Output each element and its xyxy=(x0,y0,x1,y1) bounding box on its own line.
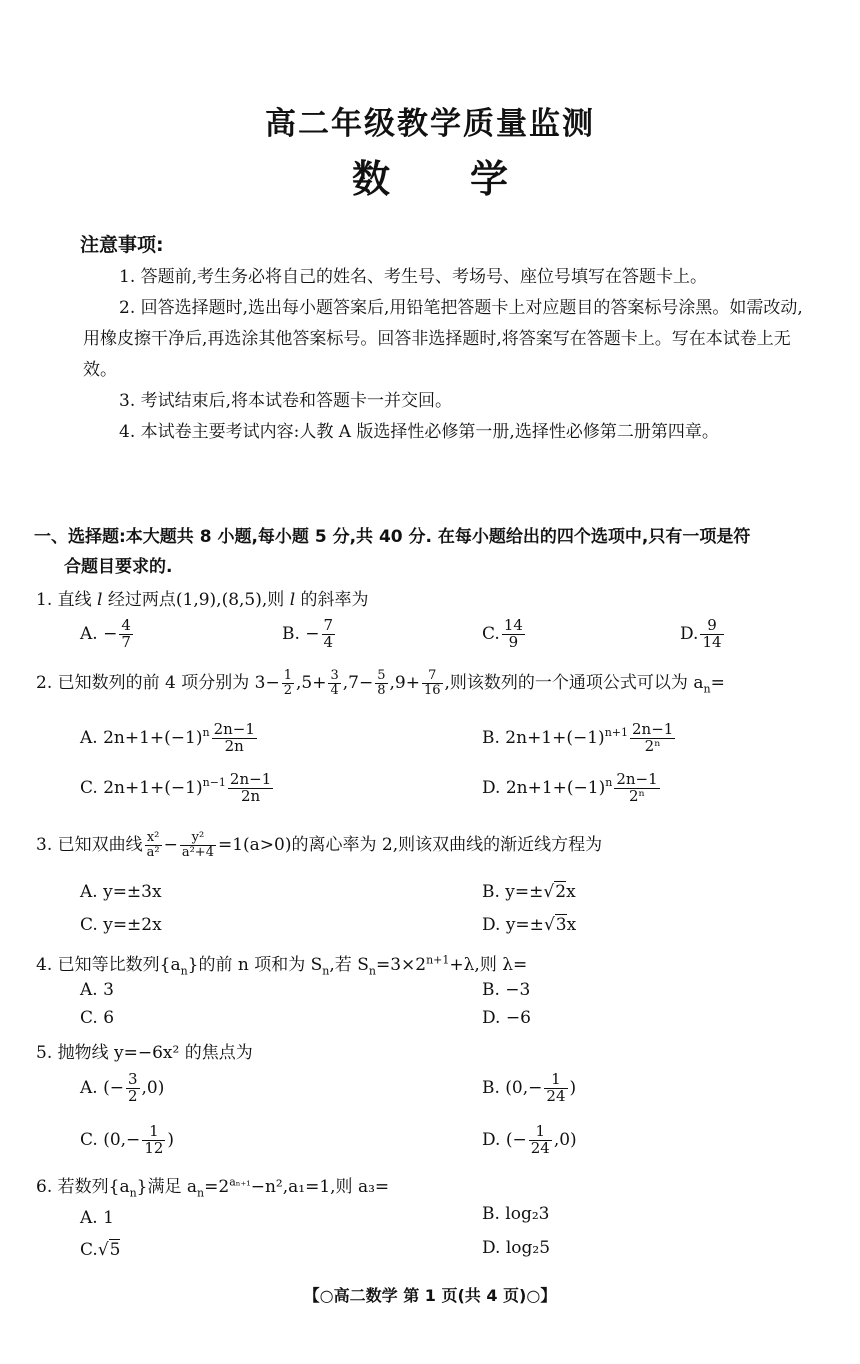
q1-option-a[interactable] xyxy=(80,618,135,651)
fraction xyxy=(180,831,216,859)
q6-stem-a: 6. 若数列{a xyxy=(36,1177,130,1197)
fraction xyxy=(630,722,675,755)
opt-post: ) xyxy=(167,1129,175,1150)
num: 5 xyxy=(377,668,386,684)
fraction xyxy=(119,618,133,651)
question-4 xyxy=(36,950,527,977)
q1-stem-c: 的斜率为 xyxy=(295,590,369,610)
exp: n−1 xyxy=(202,776,226,790)
opt-post: ,0) xyxy=(553,1129,577,1150)
q6-stem-c: =2 xyxy=(204,1177,230,1197)
den: 2ⁿ xyxy=(644,736,661,755)
q3-option-a[interactable]: A. y=±3x xyxy=(80,882,162,902)
num: 1 xyxy=(142,1124,165,1141)
question-3 xyxy=(36,830,602,860)
notice-list xyxy=(83,262,813,448)
den: 4 xyxy=(330,683,339,698)
fraction xyxy=(375,669,387,697)
fraction xyxy=(145,831,162,859)
section-line-1: 一、选择题:本大题共 8 小题,每小题 5 分,共 40 分. 在每小题给出的四个选项中,只有一项是符 xyxy=(34,527,751,547)
q1-stem-b: 经过两点(1,9),(8,5),则 xyxy=(102,590,290,610)
q4-option-b[interactable]: B. −3 xyxy=(482,980,531,1000)
num: 1 xyxy=(283,668,292,684)
q1-var-2: l xyxy=(289,590,296,610)
den: 9 xyxy=(508,632,519,651)
opt-label: B. 2n+1+(−1) xyxy=(482,727,605,748)
notice-item-1: 1. 答题前,考生务必将自己的姓名、考生号、考场号、座位号填写在答题卡上。 xyxy=(119,267,708,287)
num: 7 xyxy=(323,616,334,634)
fraction xyxy=(529,1124,552,1157)
q3-minus: − xyxy=(163,835,178,855)
den: 2ⁿ xyxy=(628,786,646,805)
exp: n+1 xyxy=(604,726,629,740)
fraction xyxy=(142,1124,165,1157)
opt-label: A. 2n+1+(−1) xyxy=(80,727,203,748)
num: 2n−1 xyxy=(213,720,255,738)
q2-option-d[interactable] xyxy=(482,772,662,805)
q4-option-a[interactable]: A. 3 xyxy=(80,980,114,1000)
sub: n xyxy=(368,964,376,978)
question-1 xyxy=(36,585,369,610)
q5-option-c[interactable] xyxy=(80,1124,174,1157)
fraction xyxy=(422,669,443,697)
num: y² xyxy=(180,831,216,846)
opt-label: B. − xyxy=(282,623,320,644)
exp: n xyxy=(605,776,613,790)
opt-post: x xyxy=(566,882,576,902)
q2-sep: ,5+ xyxy=(296,673,327,693)
opt-label: D. xyxy=(680,623,699,644)
q5-option-b[interactable] xyxy=(482,1072,576,1105)
sub: n xyxy=(180,964,188,978)
den: 16 xyxy=(423,683,441,698)
opt-label: A. − xyxy=(80,623,118,644)
num: 2n−1 xyxy=(616,770,658,788)
q1-option-d[interactable] xyxy=(680,618,726,651)
q4-stem-c: ,若 S xyxy=(329,955,369,975)
num: 1 xyxy=(529,1124,552,1141)
q2-sep: ,7− xyxy=(342,673,374,693)
page-footer: 【○高二数学 第 1 页(共 4 页)○】 xyxy=(303,1286,557,1305)
opt-post: x xyxy=(566,915,577,935)
q2-stem-a: 2. 已知数列的前 4 项分别为 3− xyxy=(36,673,280,693)
opt-label: C. xyxy=(80,1240,98,1260)
num: 2n−1 xyxy=(632,720,674,738)
notice-item-3: 3. 考试结束后,将本试卷和答题卡一并交回。 xyxy=(119,391,453,411)
fraction xyxy=(502,618,525,651)
den: 7 xyxy=(121,632,131,651)
q6-option-b[interactable]: B. log₂3 xyxy=(482,1204,550,1224)
q4-stem-e: +λ,则 λ= xyxy=(449,955,528,975)
section-heading xyxy=(34,522,849,582)
question-5: 5. 抛物线 y=−6x² 的焦点为 xyxy=(36,1043,253,1063)
q5-option-d[interactable] xyxy=(482,1124,577,1157)
question-2 xyxy=(36,668,725,698)
opt-label: D. y=± xyxy=(482,915,544,935)
num: 4 xyxy=(121,616,131,634)
q3-stem-b: =1(a>0)的离心率为 2,则该双曲线的渐近线方程为 xyxy=(217,835,603,855)
den: a²+4 xyxy=(181,845,214,860)
num: 3 xyxy=(127,1070,138,1088)
num: 9 xyxy=(700,618,723,635)
den: a² xyxy=(146,845,160,860)
num: 2n−1 xyxy=(229,770,272,788)
q2-sub: n xyxy=(703,682,711,696)
q2-option-a[interactable] xyxy=(80,722,259,755)
opt-post: ) xyxy=(569,1077,577,1098)
den: 2 xyxy=(127,1086,138,1105)
notice-item-2: 2. 回答选择题时,选出每小题答案后,用铅笔把答题卡上对应题目的答案标号涂黑。如需改动,用橡皮擦干净后,再选涂其他答案标号。回答非选择题时,将答案写在答题卡上。写在本试卷上无效。 xyxy=(83,298,803,380)
section-line-2: 合题目要求的. xyxy=(64,557,173,577)
opt-label: D. 2n+1+(−1) xyxy=(482,777,606,798)
q2-option-c[interactable] xyxy=(80,772,275,805)
sub: n xyxy=(129,1186,137,1200)
den: 2n xyxy=(240,786,261,805)
num: 3 xyxy=(330,668,339,684)
q4-stem-d: =3×2 xyxy=(375,955,427,975)
opt-label: C. 2n+1+(−1) xyxy=(80,777,203,798)
q6-option-c[interactable]: C.√5 xyxy=(80,1240,121,1260)
opt-post: ,0) xyxy=(141,1077,165,1098)
q4-option-c[interactable]: C. 6 xyxy=(80,1008,115,1028)
radicand: 5 xyxy=(109,1240,121,1260)
subject-title: 数学 xyxy=(351,157,588,201)
q6-option-a[interactable]: A. 1 xyxy=(80,1208,114,1228)
fraction xyxy=(282,669,294,697)
q3-option-d[interactable]: D. y=±√3x xyxy=(482,915,577,935)
q3-option-c[interactable]: C. y=±2x xyxy=(80,915,162,935)
opt-label: B. (0,− xyxy=(482,1077,543,1098)
q6-stem-b: }满足 a xyxy=(136,1177,198,1197)
q2-option-b[interactable] xyxy=(482,722,677,755)
exp: n xyxy=(202,726,210,740)
q4-option-d[interactable]: D. −6 xyxy=(482,1008,531,1028)
q1-stem-a: 1. 直线 xyxy=(36,590,98,610)
num: 7 xyxy=(422,669,443,684)
q2-stem-end: ,则该数列的一个通项公式可以为 a xyxy=(444,673,704,693)
fraction xyxy=(614,772,659,805)
exp: aₙ₊₁ xyxy=(229,1175,251,1189)
fraction xyxy=(126,1072,140,1105)
fraction xyxy=(322,618,336,651)
num: x² xyxy=(145,831,162,846)
fraction xyxy=(212,722,257,755)
q3-option-b[interactable]: B. y=±√2x xyxy=(482,882,576,902)
q1-var: l xyxy=(97,590,103,610)
q4-stem-b: }的前 n 项和为 S xyxy=(187,955,323,975)
notice-item-4: 4. 本试卷主要考试内容:人教 A 版选择性必修第一册,选择性必修第二册第四章。 xyxy=(119,422,719,442)
exam-title: 高二年级教学质量监测 xyxy=(265,106,595,142)
opt-label: C. (0,− xyxy=(80,1129,141,1150)
q6-stem-d: −n²,a₁=1,则 a₃= xyxy=(250,1177,390,1197)
den: 8 xyxy=(377,683,386,698)
opt-label: D. (− xyxy=(482,1129,527,1150)
q4-stem-a: 4. 已知等比数列{a xyxy=(36,955,181,975)
opt-label: A. (− xyxy=(80,1077,124,1098)
q1-option-c[interactable] xyxy=(482,618,527,651)
q2-eq: = xyxy=(710,673,725,693)
q6-option-d[interactable]: D. log₂5 xyxy=(482,1238,551,1258)
q1-option-b[interactable] xyxy=(282,618,337,651)
num: 14 xyxy=(503,616,523,634)
num: 1 xyxy=(544,1072,567,1089)
q2-sep: ,9+ xyxy=(389,673,420,693)
q5-option-a[interactable] xyxy=(80,1072,164,1105)
den: 24 xyxy=(530,1138,550,1157)
sub: n xyxy=(197,1186,205,1200)
question-6 xyxy=(36,1172,389,1199)
opt-label: B. y=± xyxy=(482,882,544,902)
radicand: 2 xyxy=(555,882,567,902)
den: 2 xyxy=(283,683,292,698)
exp: n+1 xyxy=(426,953,450,967)
radicand: 3 xyxy=(555,915,567,935)
fraction xyxy=(228,772,273,805)
sub: n xyxy=(322,964,330,978)
den: 2n xyxy=(224,736,244,755)
notice-heading: 注意事项: xyxy=(80,234,164,256)
den: 24 xyxy=(546,1086,566,1105)
opt-label: C. xyxy=(482,623,500,644)
fraction xyxy=(544,1072,567,1105)
fraction xyxy=(328,669,340,697)
q3-stem-a: 3. 已知双曲线 xyxy=(36,835,143,855)
den: 12 xyxy=(144,1138,164,1157)
den: 14 xyxy=(702,632,722,651)
fraction xyxy=(700,618,723,651)
den: 4 xyxy=(323,632,334,651)
